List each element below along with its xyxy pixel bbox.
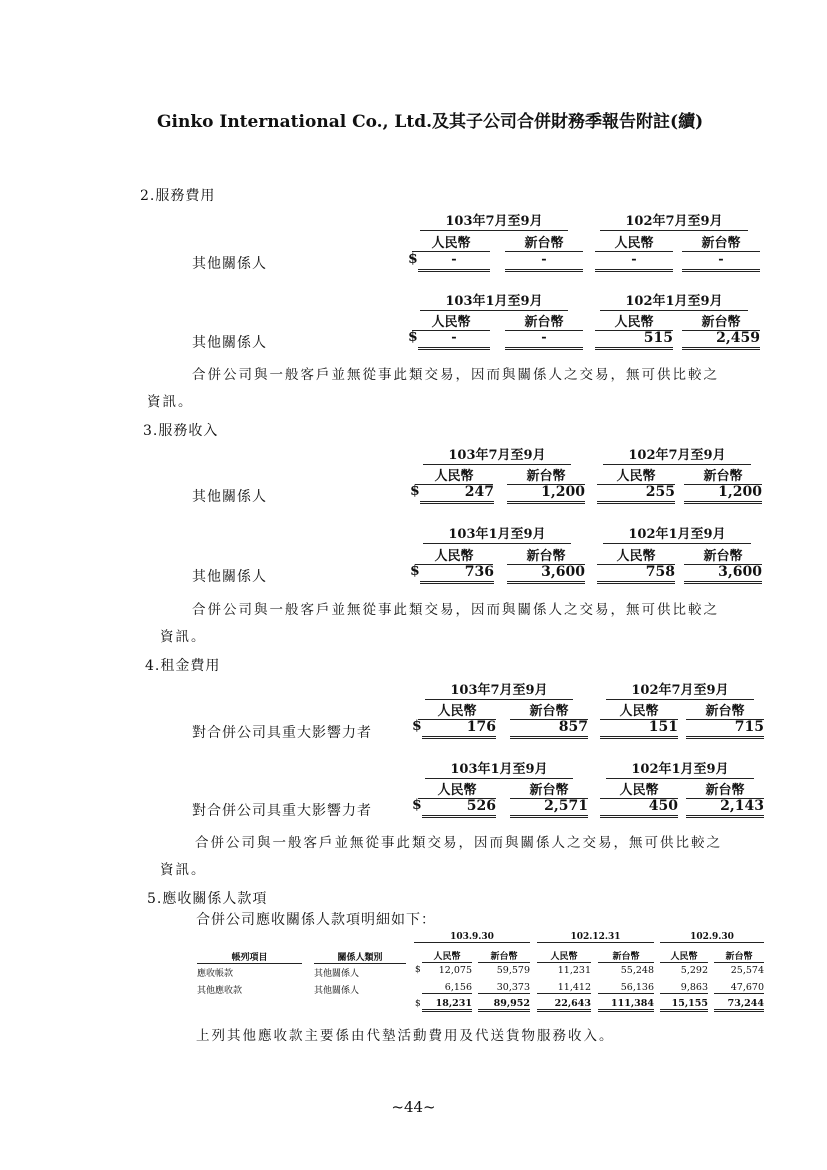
period-header: 103年1月至9月 [425, 758, 573, 779]
period-header: 102年7月至9月 [606, 679, 754, 700]
note-paragraph: 資訊。 [160, 629, 207, 645]
section-heading-related-receivables: 5.應收關係人款項 [147, 891, 268, 907]
row-label: 對合併公司具重大影響力者 [192, 725, 372, 741]
currency-header: 人民幣 [597, 545, 675, 565]
table-row-category: 其他關係人 [314, 969, 360, 979]
currency-symbol: $ [415, 999, 421, 1009]
table-cell: 56,136 [598, 982, 654, 994]
currency-symbol: $ [412, 718, 422, 734]
table-cell: 25,574 [730, 965, 764, 976]
value-cell: 247 [420, 483, 494, 504]
period-header: 102年1月至9月 [606, 758, 754, 779]
currency-symbol: $ [410, 563, 420, 579]
currency-header: 新台幣 [478, 949, 530, 963]
table-cell: 9,863 [660, 982, 708, 994]
period-header: 102年1月至9月 [600, 290, 748, 311]
date-header: 103.9.30 [414, 932, 530, 943]
section-heading-service-expense: 2.服務費用 [140, 188, 216, 204]
total-cell: 22,643 [537, 998, 591, 1012]
currency-header: 人民幣 [600, 700, 678, 720]
currency-header: 新台幣 [684, 465, 762, 485]
value-cell: - [505, 251, 583, 272]
value-cell: 176 [422, 718, 496, 739]
table-cell: 6,156 [422, 982, 472, 994]
period-header: 102年7月至9月 [603, 444, 751, 465]
value-cell: 3,600 [507, 563, 585, 584]
row-label: 對合併公司具重大影響力者 [192, 803, 372, 819]
value-cell: 255 [597, 483, 675, 504]
value-cell: 857 [510, 718, 588, 739]
currency-header: 新台幣 [505, 232, 583, 252]
value-cell: - [505, 329, 583, 350]
total-cell: 18,231 [422, 998, 472, 1012]
date-header: 102.12.31 [537, 932, 654, 943]
currency-header: 人民幣 [422, 949, 472, 963]
intro-text: 合併公司應收關係人款項明細如下： [196, 912, 436, 928]
currency-header: 人民幣 [600, 779, 678, 799]
total-cell: 111,384 [598, 998, 654, 1012]
column-header-account: 帳列項目 [197, 950, 302, 964]
value-cell: 715 [686, 718, 764, 739]
table-cell: 12,075 [438, 965, 472, 976]
total-cell: 15,155 [660, 998, 708, 1012]
value-cell: 450 [600, 797, 678, 818]
currency-header: 新台幣 [510, 700, 588, 720]
table-cell: 47,670 [714, 982, 764, 994]
currency-header: 新台幣 [684, 545, 762, 565]
period-header: 103年7月至9月 [425, 679, 573, 700]
currency-header: 新台幣 [507, 465, 585, 485]
value-cell: - [682, 251, 760, 272]
note-paragraph: 合併公司與一般客戶並無從事此類交易，因而與關係人之交易，無可供比較之 [192, 367, 719, 383]
table-cell: 11,231 [557, 965, 591, 976]
currency-header: 人民幣 [660, 949, 708, 963]
section-heading-rent-expense: 4.租金費用 [145, 658, 221, 674]
column-header-category: 關係人類別 [314, 950, 406, 964]
value-cell: - [418, 329, 490, 350]
currency-header: 新台幣 [686, 779, 764, 799]
table-cell: 11,412 [537, 982, 591, 994]
footer-note: 上列其他應收款主要係由代墊活動費用及代送貨物服務收入。 [196, 1028, 615, 1044]
value-cell: 1,200 [684, 483, 762, 504]
currency-header: 人民幣 [412, 311, 490, 331]
value-cell: - [418, 251, 490, 272]
page-number: ~44~ [391, 1098, 436, 1116]
period-header: 103年7月至9月 [420, 210, 568, 231]
date-header: 102.9.30 [660, 932, 764, 943]
currency-header: 人民幣 [595, 311, 673, 331]
value-cell: 2,459 [682, 329, 760, 350]
currency-header: 人民幣 [595, 232, 673, 252]
currency-header: 新台幣 [714, 949, 764, 963]
value-cell: 2,571 [510, 797, 588, 818]
currency-symbol: $ [415, 965, 421, 975]
value-cell: - [595, 251, 673, 272]
row-label: 其他關係人 [192, 335, 267, 351]
currency-header: 人民幣 [415, 465, 493, 485]
currency-header: 新台幣 [686, 700, 764, 720]
page-title: Ginko International Co., Ltd.及其子公司合併財務季報告附註(續) [157, 112, 704, 132]
currency-header: 新台幣 [682, 311, 760, 331]
currency-header: 人民幣 [537, 949, 591, 963]
total-cell: 89,952 [478, 998, 530, 1012]
period-header: 102年1月至9月 [603, 523, 751, 544]
currency-header: 新台幣 [510, 779, 588, 799]
currency-header: 人民幣 [418, 779, 496, 799]
currency-symbol: $ [408, 251, 418, 267]
row-label: 其他關係人 [192, 489, 267, 505]
value-cell: 758 [597, 563, 675, 584]
currency-symbol: $ [412, 797, 422, 813]
currency-header: 人民幣 [418, 700, 496, 720]
currency-symbol: $ [410, 483, 420, 499]
currency-header: 人民幣 [415, 545, 493, 565]
table-cell: 5,292 [680, 965, 708, 976]
row-label: 其他關係人 [192, 569, 267, 585]
table-row-account: 其他應收款 [197, 986, 243, 996]
currency-header: 人民幣 [412, 232, 490, 252]
period-header: 103年1月至9月 [420, 290, 568, 311]
table-cell: 59,579 [496, 965, 530, 976]
value-cell: 515 [595, 329, 673, 350]
note-paragraph: 合併公司與一般客戶並無從事此類交易，因而與關係人之交易，無可供比較之 [192, 602, 719, 618]
period-header: 102年7月至9月 [600, 210, 748, 231]
currency-header: 新台幣 [507, 545, 585, 565]
row-label: 其他關係人 [192, 256, 267, 272]
period-header: 103年1月至9月 [423, 523, 571, 544]
currency-header: 新台幣 [682, 232, 760, 252]
value-cell: 3,600 [684, 563, 762, 584]
table-row-account: 應收帳款 [197, 969, 234, 979]
table-cell: 55,248 [620, 965, 654, 976]
note-paragraph: 資訊。 [147, 394, 194, 410]
note-paragraph: 資訊。 [160, 862, 207, 878]
currency-header: 新台幣 [598, 949, 654, 963]
value-cell: 2,143 [686, 797, 764, 818]
value-cell: 526 [422, 797, 496, 818]
value-cell: 151 [600, 718, 678, 739]
currency-symbol: $ [408, 329, 418, 345]
table-cell: 30,373 [478, 982, 530, 994]
note-paragraph: 合併公司與一般客戶並無從事此類交易，因而與關係人之交易，無可供比較之 [195, 835, 722, 851]
total-cell: 73,244 [714, 998, 764, 1012]
table-row-category: 其他關係人 [314, 986, 360, 996]
section-heading-service-revenue: 3.服務收入 [143, 423, 219, 439]
value-cell: 736 [420, 563, 494, 584]
currency-header: 人民幣 [597, 465, 675, 485]
value-cell: 1,200 [507, 483, 585, 504]
currency-header: 新台幣 [505, 311, 583, 331]
period-header: 103年7月至9月 [423, 444, 571, 465]
